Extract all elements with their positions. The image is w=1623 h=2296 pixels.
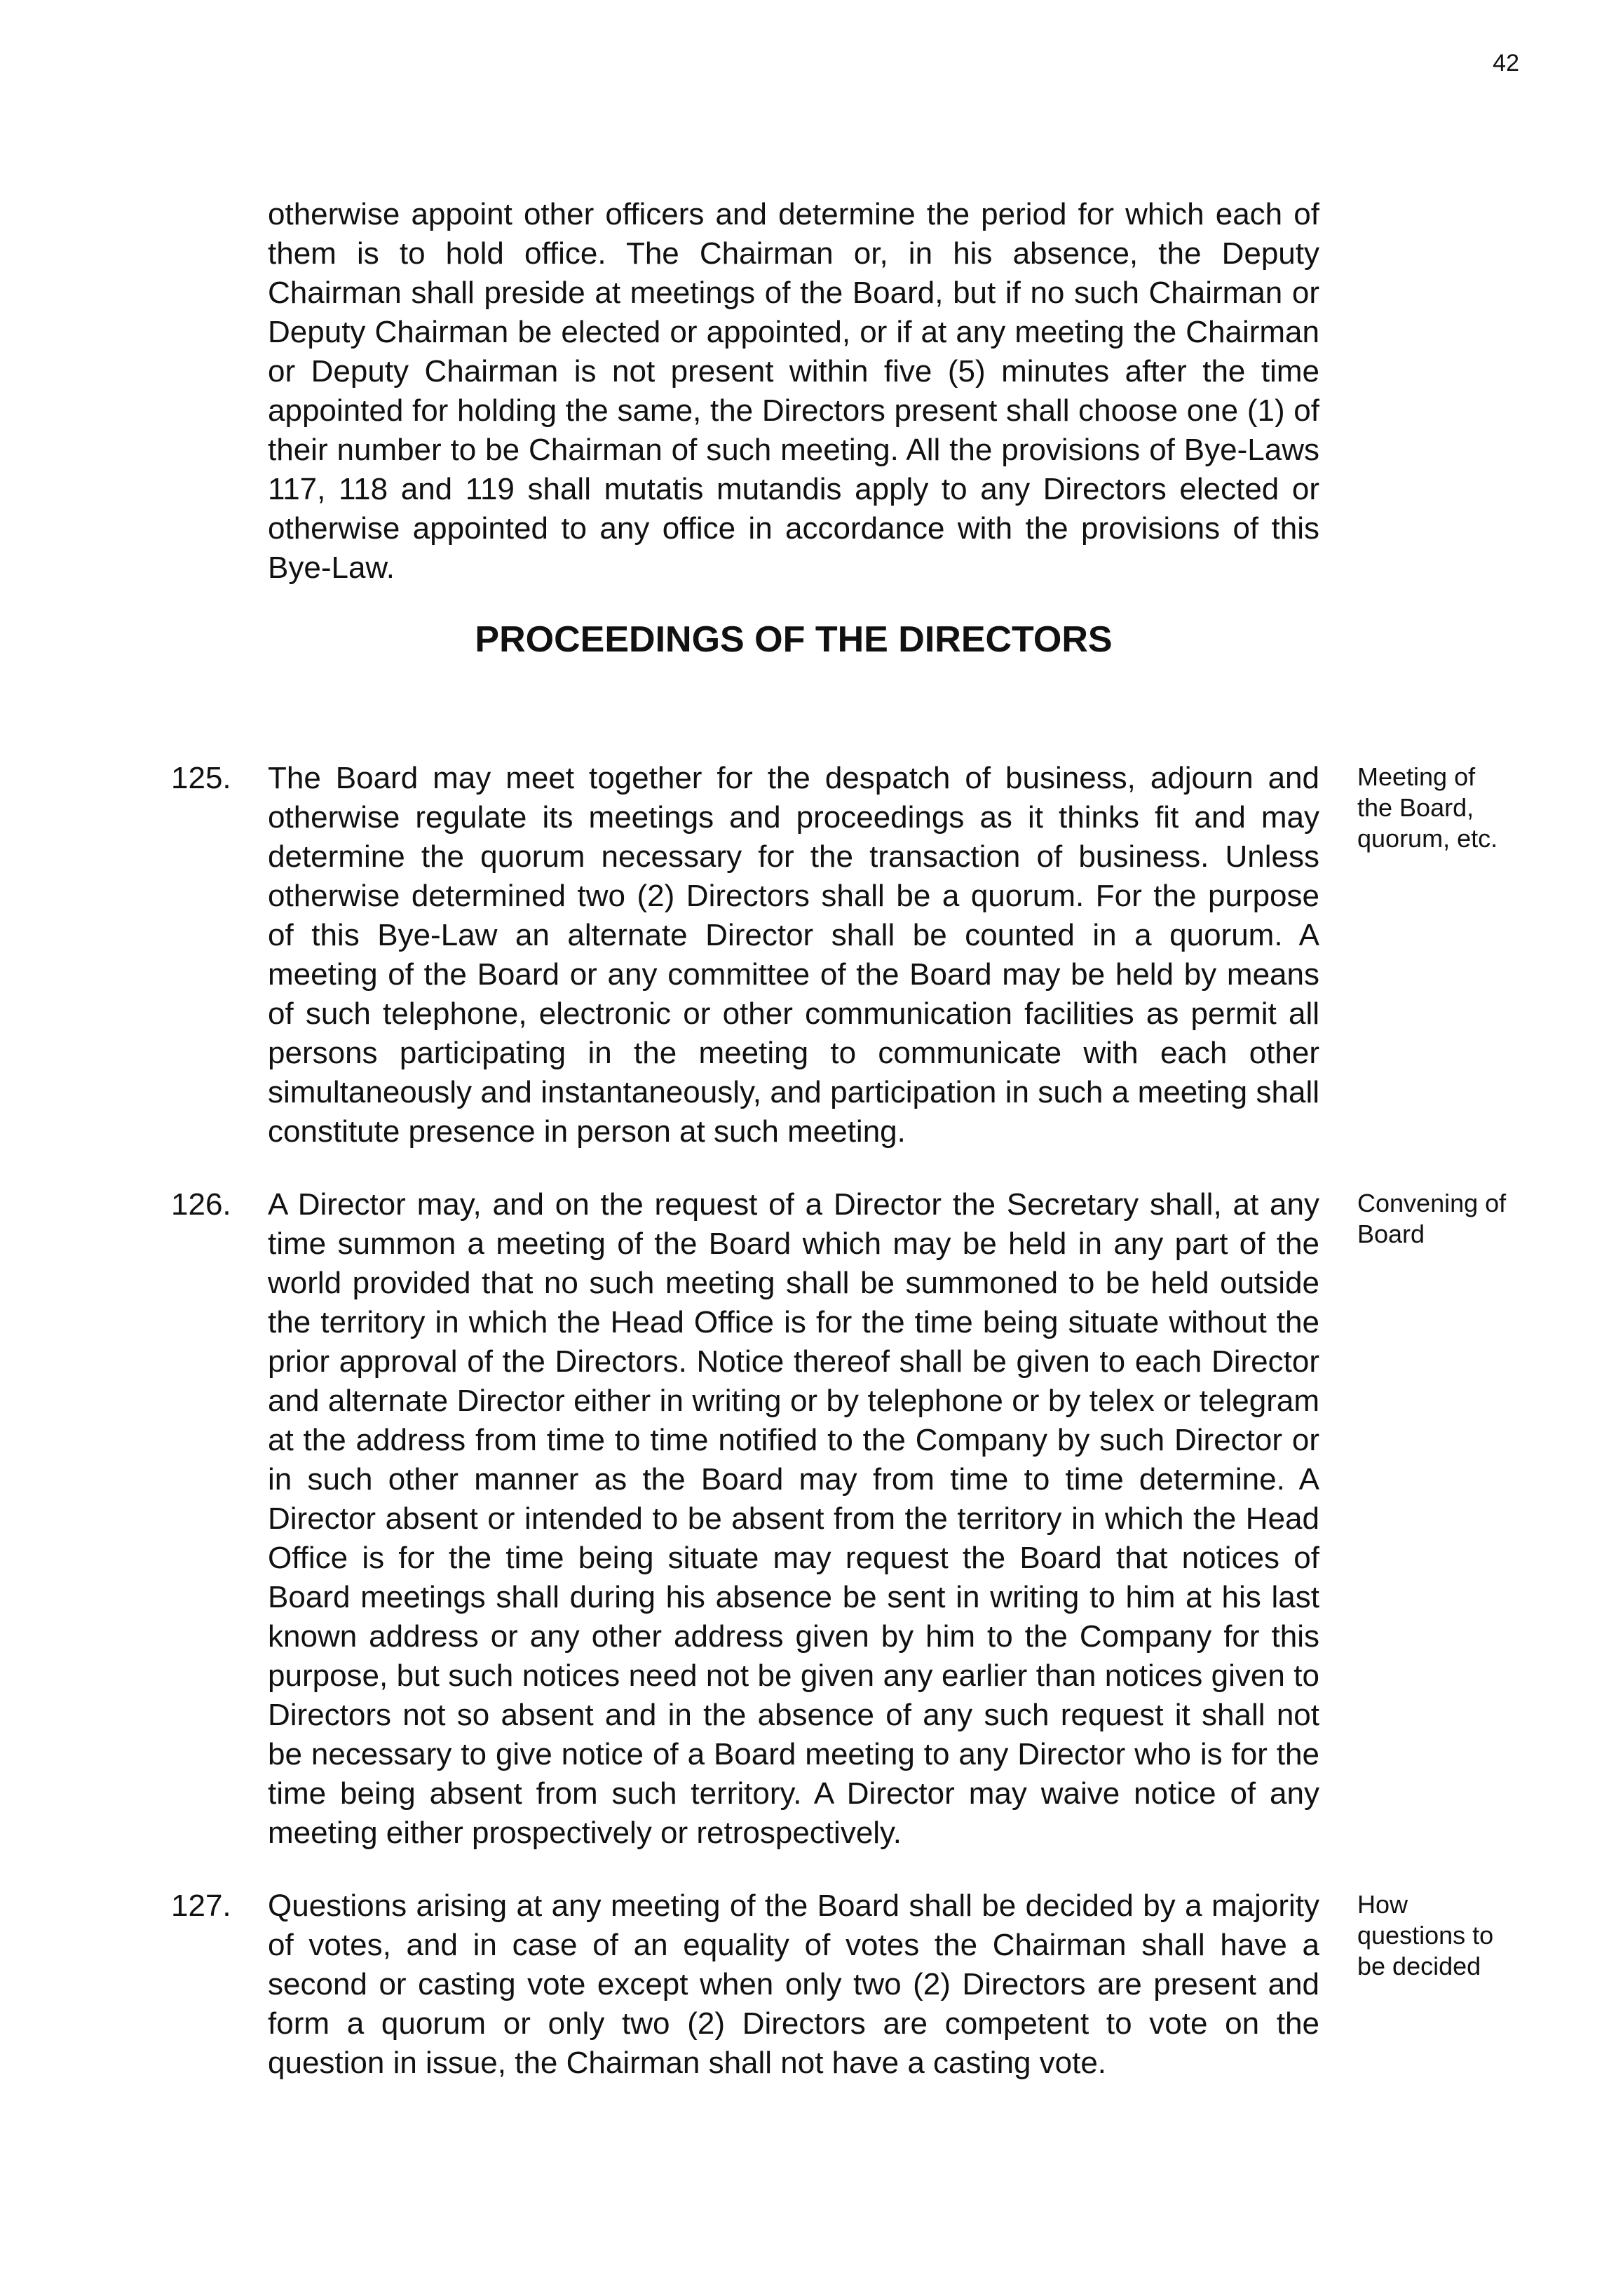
clause-number: 127. (171, 1889, 231, 1923)
clause-text: Questions arising at any meeting of the Board shall be decided by a majority of votes, and in case of an equality of votes the Chairman shall have a second or casting vote except when only two (2) Directors are present and form a quorum or only two (2) Directors are competent to vote on the question in issue, the Chairman shall not have a casting vote. (268, 1889, 1319, 2080)
clause-number: 125. (171, 761, 231, 795)
clause-text: A Director may, and on the request of a Director the Secretary shall, at any time summon a meeting of the Board which may be held in any part of the world provided that no such meeting shall be summoned to be held outside the territory in which the Head Office is for the time being situate without the prior approval of the Directors. Notice thereof shall be given to each Director and alternate Director either in writing or by telephone or by telex or telegram at the address from time to time notified to the Company by such Director or in such other manner as the Board may from time to time determine. A Director absent or intended to be absent from the territory in which the Head Office is for the time being situate may request the Board that notices of Board meetings shall during his absence be sent in writing to him at his last known address or any other address given by him to the Company for this purpose, but such notices need not be given any earlier than notices given to Directors not so absent and in the absence of any such request it shall not be necessary to give notice of a Board meeting to any Director who is for the time being absent from such territory. A Director may waive notice of any meeting either prospectively or retrospectively. (268, 1187, 1319, 1850)
side-note: Convening of Board (1357, 1189, 1507, 1248)
intro-paragraph: otherwise appoint other officers and determine the period for which each of them is to hold office. The Chairman or, in his absence, the Deputy Chairman shall preside at meetings of the Board, but if no such Chairman or Deputy Chairman be elected or appointed, or if at any meeting the Chairman or Deputy Chairman is not present within five (5) minutes after the time appointed for holding the same, the Directors present shall choose one (1) of their number to be Chairman of such meeting. All the provisions of Bye-Laws 117, 118 and 119 shall mutatis mutandis apply to any Directors elected or otherwise appointed to any office in accordance with the provisions of this Bye-Law. (268, 197, 1319, 585)
page-number: 42 (1493, 50, 1519, 76)
side-note: How questions to be decided (1357, 1890, 1494, 1980)
section-heading: PROCEEDINGS OF THE DIRECTORS (475, 619, 1113, 660)
side-note: Meeting of the Board, quorum, etc. (1357, 762, 1498, 853)
clause-number: 126. (171, 1187, 231, 1222)
clause-text: The Board may meet together for the despatch of business, adjourn and otherwise regulate its meetings and proceedings as it thinks fit and may determine the quorum necessary for the transaction of business. Unless otherwise determined two (2) Directors shall be a quorum. For the purpose of this Bye-Law an alternate Director shall be counted in a quorum. A meeting of the Board or any committee of the Board may be held by means of such telephone, electronic or other communication facilities as permit all persons participating in the meeting to communicate with each other simultaneously and instantaneously, and participation in such a meeting shall constitute presence in person at such meeting. (268, 761, 1319, 1149)
